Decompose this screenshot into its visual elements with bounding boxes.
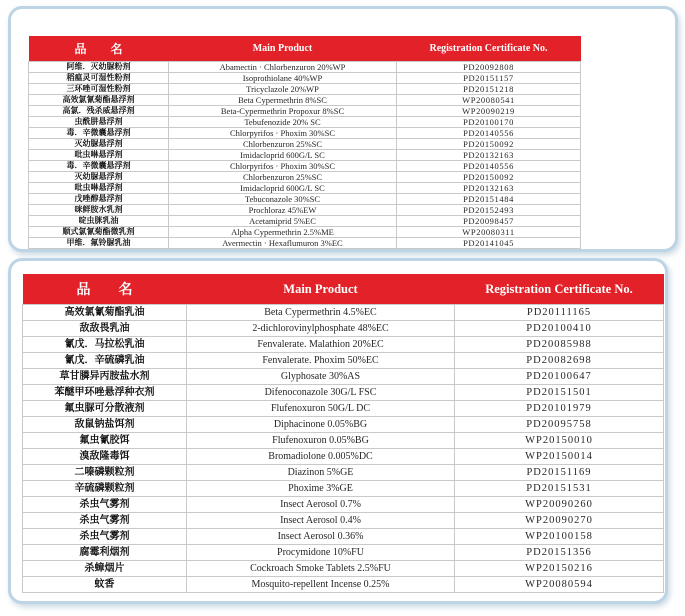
registration-certificate-no: WP20150014 (455, 449, 664, 465)
table-row (23, 545, 664, 561)
product-catalog-card-bottom (8, 258, 668, 604)
table-row (23, 321, 664, 337)
registration-certificate-no: PD20151484 (397, 194, 581, 205)
table-row (23, 497, 664, 513)
product-name-cn: 杀蟑烟片 (23, 561, 187, 577)
registration-certificate-no: PD20101979 (455, 401, 664, 417)
table-row (23, 337, 664, 353)
product-name-cn: 啶虫脒乳油 (29, 216, 169, 227)
registration-certificate-no: PD20100410 (455, 321, 664, 337)
product-name-en: 2-dichlorovinylphosphate 48%EC (187, 321, 455, 337)
registration-certificate-no: PD20132163 (397, 183, 581, 194)
table-row (23, 561, 664, 577)
table-row (29, 95, 581, 106)
table-row (23, 433, 664, 449)
product-name-cn: 高氯．残杀威悬浮剂 (29, 106, 169, 117)
table-body-bottom (23, 305, 664, 593)
table-row (29, 227, 581, 238)
product-name-en: Tebufenozide 20% SC (169, 117, 397, 128)
product-name-cn: 虫酰肼悬浮剂 (29, 117, 169, 128)
product-name-en: Diphacinone 0.05%BG (187, 417, 455, 433)
product-name-cn: 毒．辛微囊悬浮剂 (29, 128, 169, 139)
table-row (23, 401, 664, 417)
product-name-cn: 高效氯氰菊酯悬浮剂 (29, 95, 169, 106)
table-row (23, 353, 664, 369)
table-row (29, 139, 581, 150)
table-row (29, 205, 581, 216)
product-name-en: Difenoconazole 30G/L FSC (187, 385, 455, 401)
product-name-cn: 咪鲜胺水乳剂 (29, 205, 169, 216)
registration-certificate-no: PD20092808 (397, 62, 581, 73)
product-name-en: Beta Cypermethrin 8%SC (169, 95, 397, 106)
registration-certificate-no: PD20151501 (455, 385, 664, 401)
product-name-cn: 杀虫气雾剂 (23, 513, 187, 529)
product-name-cn: 稻瘟灵可湿性粉剂 (29, 73, 169, 84)
product-catalog-card-top (8, 6, 678, 252)
registration-certificate-no: WP20090260 (455, 497, 664, 513)
table-row (29, 150, 581, 161)
registration-certificate-no: PD20085988 (455, 337, 664, 353)
table-row (23, 465, 664, 481)
product-name-cn: 辛硫磷颗粒剂 (23, 481, 187, 497)
product-name-en: Bromadiolone 0.005%DC (187, 449, 455, 465)
product-name-cn: 灭幼脲悬浮剂 (29, 139, 169, 150)
registration-certificate-no: PD20150092 (397, 172, 581, 183)
product-name-en: Glyphosate 30%AS (187, 369, 455, 385)
registration-certificate-no: WP20080311 (397, 227, 581, 238)
product-name-en: Fenvalerate. Phoxim 50%EC (187, 353, 455, 369)
table-row (23, 417, 664, 433)
product-table-top (28, 36, 581, 249)
product-name-en: Acetamiprid 5%EC (169, 216, 397, 227)
product-name-en: Avermectin · Hexaflumuron 3%EC (169, 238, 397, 249)
product-name-en: Insect Aerosol 0.36% (187, 529, 455, 545)
product-name-cn: 腐霉利烟剂 (23, 545, 187, 561)
table-row (29, 84, 581, 95)
registration-certificate-no: PD20151169 (455, 465, 664, 481)
header-product-name-cn: 品 名 (23, 274, 187, 305)
product-name-cn: 吡虫啉悬浮剂 (29, 150, 169, 161)
product-name-en: Abamectin · Chlorbenzuron 20%WP (169, 62, 397, 73)
table-row (29, 128, 581, 139)
product-name-cn: 灭幼脲悬浮剂 (29, 172, 169, 183)
registration-certificate-no: PD20141045 (397, 238, 581, 249)
registration-certificate-no: PD20151218 (397, 84, 581, 95)
table-row (29, 62, 581, 73)
product-name-cn: 草甘膦异丙胺盐水剂 (23, 369, 187, 385)
table-header-row (29, 36, 581, 62)
table-row (29, 183, 581, 194)
registration-certificate-no: PD20095758 (455, 417, 664, 433)
registration-certificate-no: PD20111165 (455, 305, 664, 321)
product-name-en: Chlorbenzuron 25%SC (169, 172, 397, 183)
header-registration-certificate-no: Registration Certificate No. (455, 274, 664, 305)
registration-certificate-no: PD20100170 (397, 117, 581, 128)
table-row (23, 449, 664, 465)
table-row (29, 161, 581, 172)
product-name-en: Mosquito-repellent Incense 0.25% (187, 577, 455, 593)
table-row (29, 238, 581, 249)
table-row (23, 385, 664, 401)
product-name-cn: 苯醚甲环唑悬浮种衣剂 (23, 385, 187, 401)
product-name-cn: 毒．辛微囊悬浮剂 (29, 161, 169, 172)
registration-certificate-no: PD20150092 (397, 139, 581, 150)
registration-certificate-no: PD20151157 (397, 73, 581, 84)
product-name-cn: 阿维．灭幼脲粉剂 (29, 62, 169, 73)
product-name-cn: 氰戊．辛硫磷乳油 (23, 353, 187, 369)
registration-certificate-no: PD20082698 (455, 353, 664, 369)
product-name-en: Imidacloprid 600G/L SC (169, 183, 397, 194)
product-name-cn: 敌鼠钠盐饵剂 (23, 417, 187, 433)
product-name-cn: 吡虫啉悬浮剂 (29, 183, 169, 194)
table-row (23, 529, 664, 545)
registration-certificate-no: WP20090219 (397, 106, 581, 117)
product-name-en: Alpha Cypermethrin 2.5%ME (169, 227, 397, 238)
table-row (23, 577, 664, 593)
product-name-cn: 戊唑醇悬浮剂 (29, 194, 169, 205)
product-name-en: Insect Aerosol 0.7% (187, 497, 455, 513)
product-name-en: Flufenoxuron 0.05%BG (187, 433, 455, 449)
product-name-en: Cockroach Smoke Tablets 2.5%FU (187, 561, 455, 577)
product-name-cn: 氟虫脲可分散液剂 (23, 401, 187, 417)
header-product-name-cn: 品 名 (29, 36, 169, 62)
product-name-cn: 氟虫氰胶饵 (23, 433, 187, 449)
registration-certificate-no: PD20151531 (455, 481, 664, 497)
table-row (23, 513, 664, 529)
product-name-en: Tricyclazole 20%WP (169, 84, 397, 95)
registration-certificate-no: PD20140556 (397, 128, 581, 139)
table-header-row (23, 274, 664, 305)
product-name-en: Flufenoxuron 50G/L DC (187, 401, 455, 417)
product-name-en: Prochloraz 45%EW (169, 205, 397, 216)
registration-certificate-no: PD20132163 (397, 150, 581, 161)
registration-certificate-no: PD20151356 (455, 545, 664, 561)
product-name-cn: 杀虫气雾剂 (23, 529, 187, 545)
product-name-cn: 二嗪磷颗粒剂 (23, 465, 187, 481)
product-name-en: Isoprothiolane 40%WP (169, 73, 397, 84)
registration-certificate-no: WP20080541 (397, 95, 581, 106)
product-name-en: Insect Aerosol 0.4% (187, 513, 455, 529)
registration-certificate-no: WP20150010 (455, 433, 664, 449)
table-row (23, 369, 664, 385)
product-name-cn: 杀虫气雾剂 (23, 497, 187, 513)
registration-certificate-no: WP20080594 (455, 577, 664, 593)
product-table-bottom (22, 274, 664, 593)
product-name-en: Chlorpyrifos · Phoxim 30%SC (169, 128, 397, 139)
product-name-en: Beta-Cypermethrin Propoxur 8%SC (169, 106, 397, 117)
product-name-cn: 蚊香 (23, 577, 187, 593)
product-name-cn: 敌敌畏乳油 (23, 321, 187, 337)
table-row (29, 73, 581, 84)
registration-certificate-no: PD20098457 (397, 216, 581, 227)
table-row (29, 117, 581, 128)
table-row (29, 194, 581, 205)
product-name-en: Diazinon 5%GE (187, 465, 455, 481)
header-main-product: Main Product (169, 36, 397, 62)
product-name-cn: 高效氯氰菊酯乳油 (23, 305, 187, 321)
product-name-en: Tebuconazole 30%SC (169, 194, 397, 205)
table-row (29, 106, 581, 117)
registration-certificate-no: WP20100158 (455, 529, 664, 545)
table-row (23, 305, 664, 321)
registration-certificate-no: WP20090270 (455, 513, 664, 529)
product-name-cn: 三环唑可湿性粉剂 (29, 84, 169, 95)
product-name-en: Procymidone 10%FU (187, 545, 455, 561)
table-row (29, 216, 581, 227)
product-name-cn: 氰戊．马拉松乳油 (23, 337, 187, 353)
table-row (29, 172, 581, 183)
product-name-en: Chlorpyrifos · Phoxim 30%SC (169, 161, 397, 172)
registration-certificate-no: PD20140556 (397, 161, 581, 172)
table-row (23, 481, 664, 497)
product-name-cn: 顺式氯氰菊酯微乳剂 (29, 227, 169, 238)
product-name-en: Phoxime 3%GE (187, 481, 455, 497)
product-name-cn: 溴敌隆毒饵 (23, 449, 187, 465)
header-main-product: Main Product (187, 274, 455, 305)
product-name-cn: 甲维．氟铃脲乳油 (29, 238, 169, 249)
product-name-en: Beta Cypermethrin 4.5%EC (187, 305, 455, 321)
product-name-en: Imidacloprid 600G/L SC (169, 150, 397, 161)
product-name-en: Fenvalerate. Malathion 20%EC (187, 337, 455, 353)
header-registration-certificate-no: Registration Certificate No. (397, 36, 581, 62)
product-name-en: Chlorbenzuron 25%SC (169, 139, 397, 150)
registration-certificate-no: PD20152493 (397, 205, 581, 216)
table-body-top (29, 62, 581, 249)
registration-certificate-no: PD20100647 (455, 369, 664, 385)
registration-certificate-no: WP20150216 (455, 561, 664, 577)
